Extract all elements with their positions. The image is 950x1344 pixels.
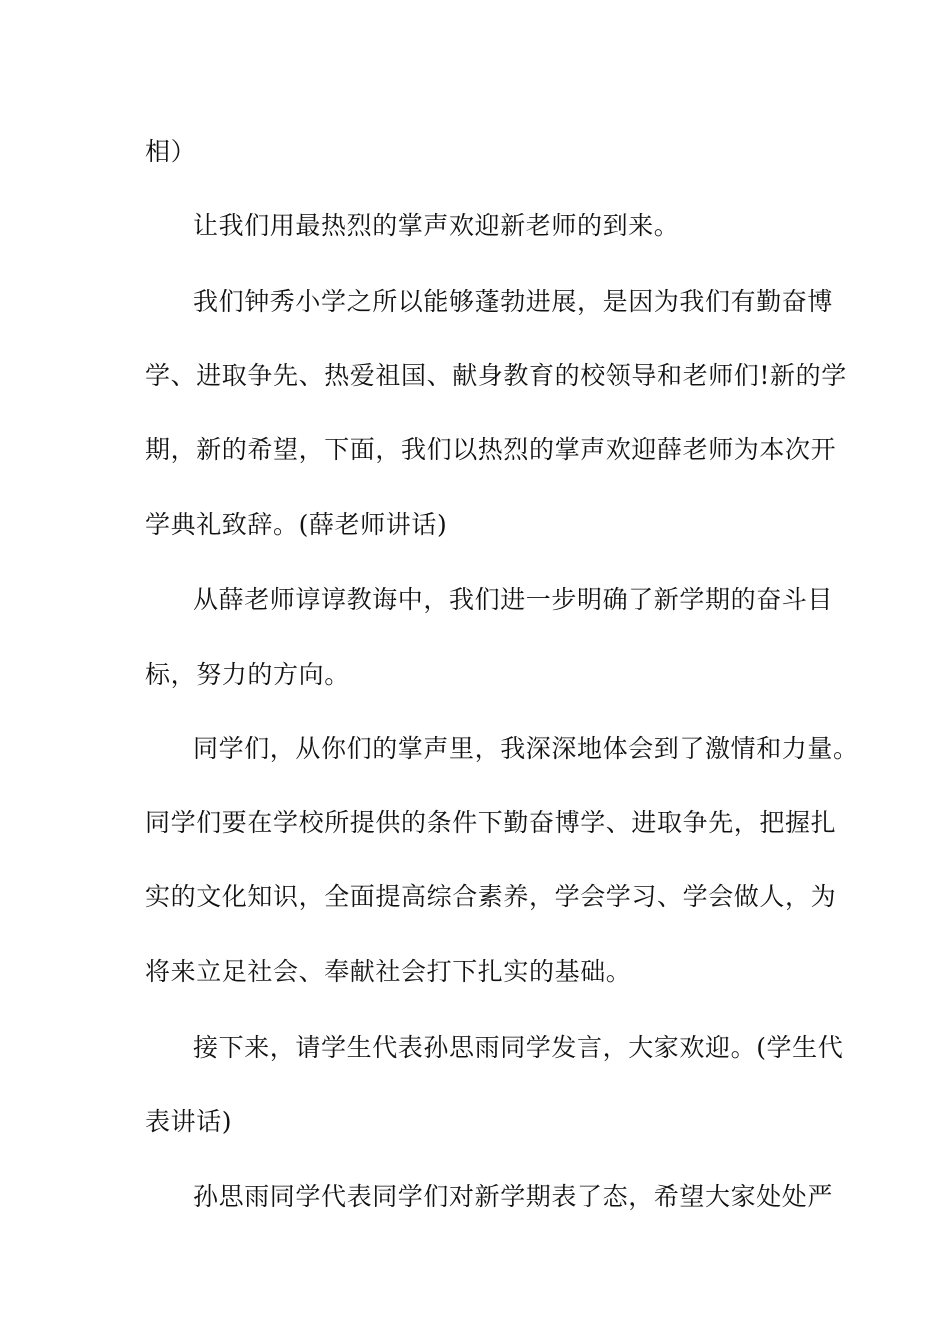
text-line: 标，努力的方向。: [145, 660, 350, 689]
text-line: 我们钟秀小学之所以能够蓬勃进展，是因为我们有勤奋博: [193, 287, 834, 316]
text-line: 实的文化知识，全面提高综合素养，学会学习、学会做人，为: [145, 882, 837, 911]
text-line: 期，新的希望，下面，我们以热烈的掌声欢迎薛老师为本次开: [145, 435, 837, 464]
text-line: 同学们，从你们的掌声里，我深深地体会到了激情和力量。: [193, 734, 859, 763]
text-line: 同学们要在学校所提供的条件下勤奋博学、进取争先，把握扎: [145, 808, 837, 837]
text-line: 接下来，请学生代表孙思雨同学发言，大家欢迎。(学生代: [193, 1033, 844, 1062]
text-line: 从薛老师谆谆教诲中，我们进一步明确了新学期的奋斗目: [193, 585, 834, 614]
text-line: 孙思雨同学代表同学们对新学期表了态，希望大家处处严: [193, 1182, 834, 1211]
text-line: 让我们用最热烈的掌声欢迎新老师的到来。: [193, 211, 680, 240]
text-line: 相）: [145, 137, 197, 166]
text-line: 表讲话): [145, 1107, 233, 1136]
text-line: 学、进取争先、热爱祖国、献身教育的校领导和老师们!新的学: [145, 361, 847, 390]
text-line: 将来立足社会、奉献社会打下扎实的基础。: [145, 957, 632, 986]
text-line: 学典礼致辞。(薛老师讲话): [145, 510, 448, 539]
